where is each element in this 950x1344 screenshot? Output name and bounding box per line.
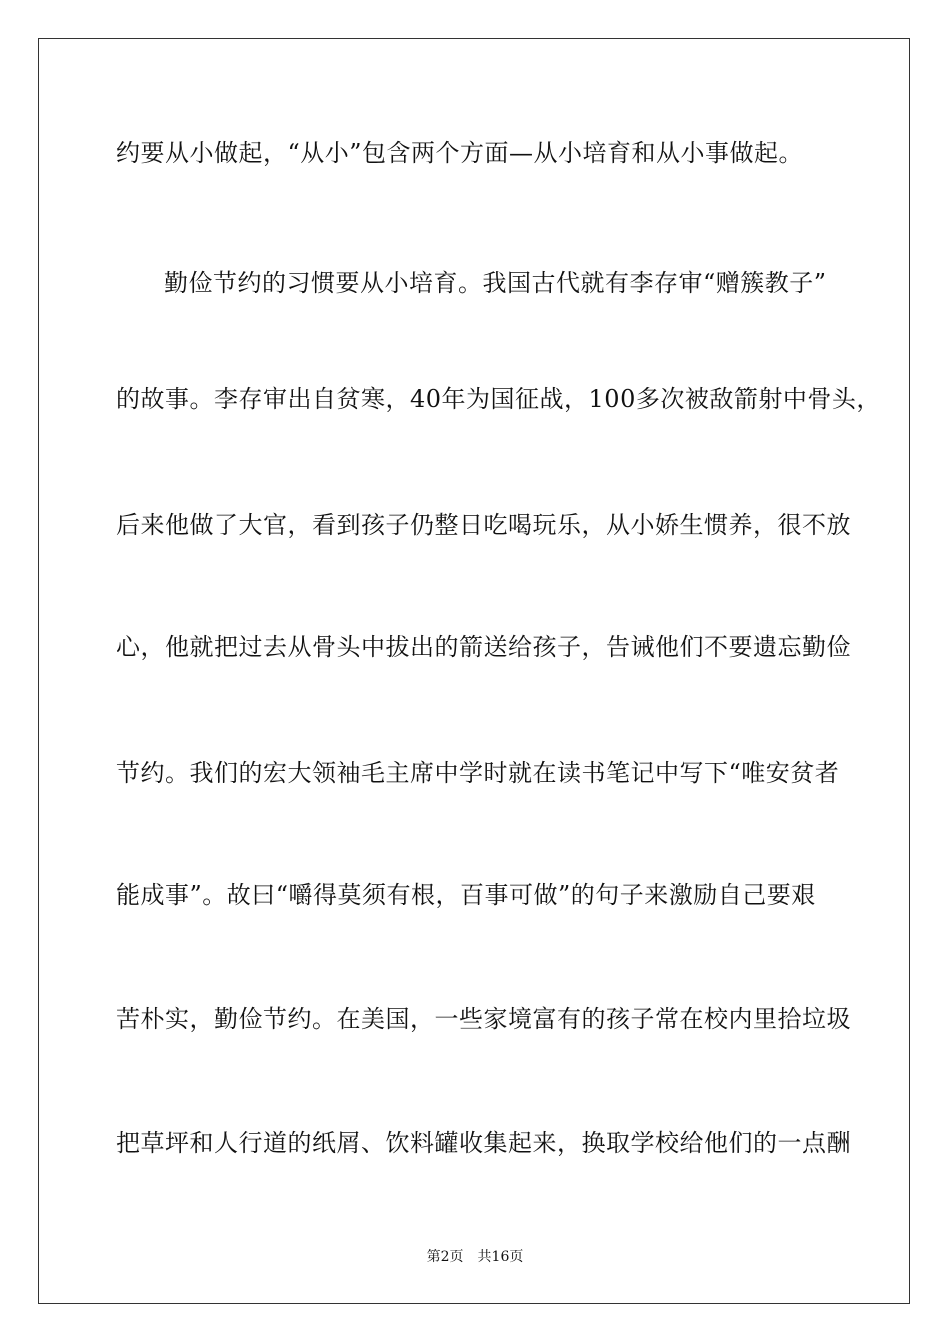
text-line-8: 苦朴实，勤俭节约。在美国，一些家境富有的孩子常在校内里拾垃圾 xyxy=(116,1005,851,1033)
page-border xyxy=(38,38,910,1304)
page-footer: 第2页 共16页 xyxy=(426,1249,524,1265)
text-line-7: 能成事”。故曰“嚼得莫须有根，百事可做”的句子来激励自己要艰 xyxy=(116,881,816,909)
text-line-1: 约要从小做起，“从小”包含两个方面—从小培育和从小事做起。 xyxy=(116,139,804,167)
text-line-2: 勤俭节约的习惯要从小培育。我国古代就有李存审“赠簇教子” xyxy=(164,269,827,297)
text-line-9: 把草坪和人行道的纸屑、饮料罐收集起来，换取学校给他们的一点酬 xyxy=(116,1129,851,1157)
text-line-5: 心，他就把过去从骨头中拔出的箭送给孩子，告诫他们不要遗忘勤俭 xyxy=(116,633,851,661)
text-line-4: 后来他做了大官，看到孩子仍整日吃喝玩乐，从小娇生惯养，很不放 xyxy=(116,511,851,539)
text-line-6: 节约。我们的宏大领袖毛主席中学时就在读书笔记中写下“唯安贫者 xyxy=(116,759,840,787)
text-line-3: 的故事。李存审出自贫寒，40年为国征战，100多次被敌箭射中骨头， xyxy=(116,385,881,413)
